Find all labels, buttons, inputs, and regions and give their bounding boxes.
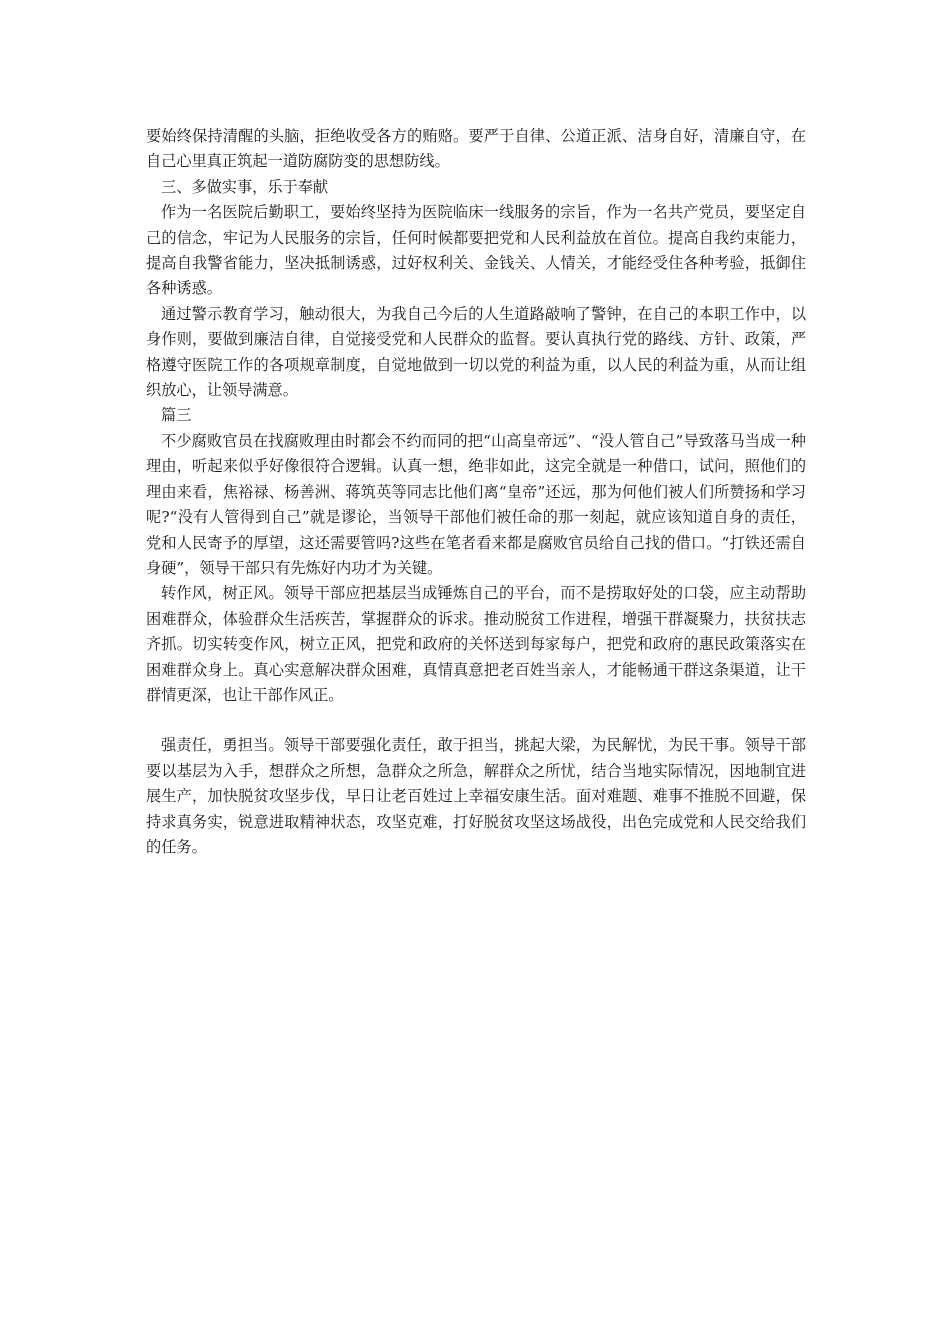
paragraph-4: 不少腐败官员在找腐败理由时都会不约而同的把“山高皇帝远”、“没人管自己”导致落马当成一种理由，听起来似乎好像很符合逻辑。认真一想，绝非如此，这完全就是一种借口，试问，照他们的理由来看，焦裕禄、杨善洲、蒋筑英等同志比他们离“皇帝”还远，那为何他们被人们所赞扬和学习呢?“没有人管得到自己”就是谬论，当领导干部他们被任命的那一刻起，就应该知道自身的责任，党和人民寄予的厚望，这还需要管吗?这些在笔者看来都是腐败官员给自己找的借口。“打铁还需自身硬”，领导干部只有先炼好内功才为关键。 xyxy=(146,431,806,577)
paragraph-5: 转作风，树正风。领导干部应把基层当成锤炼自己的平台，而不是捞取好处的口袋，应主动帮助困难群众，体验群众生活疾苦，掌握群众的诉求。推动脱贫工作进程，增强干群凝聚力，扶贫扶志齐抓。切实转变作风，树立正风，把党和政府的关怀送到每家每户，把党和政府的惠民政策落实在困难群众身上。真心实意解决群众困难，真情真意把老百姓当亲人，才能畅通干群这条渠道，让干群情更深，也让干部作风正。 xyxy=(146,584,806,704)
paragraph-2: 作为一名医院后勤职工，要始终坚持为医院临床一线服务的宗旨，作为一名共产党员，要坚定自己的信念，牢记为人民服务的宗旨，任何时候都要把党和人民利益放在首位。提高自我约束能力，提高自我警省能力，坚决抵制诱惑，过好权利关、金钱关、人情关，才能经受住各种考验，抵御住各种诱惑。 xyxy=(146,203,806,298)
part-heading: 篇三 xyxy=(161,406,192,425)
paragraph-spacer xyxy=(146,708,806,733)
paragraph-6: 强责任，勇担当。领导干部要强化责任，敢于担当，挑起大梁，为民解忧，为民干事。领导干部要以基层为入手，想群众之所想，急群众之所急，解群众之所忧，结合当地实际情况，因地制宜进展生产，加快脱贫攻坚步伐，早日让老百姓过上幸福安康生活。面对难题、难事不推脱不回避，保持求真务实，锐意进取精神状态，攻坚克难，打好脱贫攻坚这场战役，出色完成党和人民交给我们的任务。 xyxy=(146,736,806,856)
paragraph-3: 通过警示教育学习，触动很大，为我自己今后的人生道路敲响了警钟，在自己的本职工作中，以身作则，要做到廉洁自律，自觉接受党和人民群众的监督。要认真执行党的路线、方针、政策，严格遵守医院工作的各项规章制度，自觉地做到一切以党的利益为重，以人民的利益为重，从而让组织放心，让领导满意。 xyxy=(146,304,806,400)
document-body xyxy=(146,124,806,860)
section-heading-3: 三、多做实事，乐于奉献 xyxy=(161,177,329,196)
paragraph-1: 要始终保持清醒的头脑，拒绝收受各方的贿赂。要严于自律、公道正派、洁身自好，清廉自守，在自己心里真正筑起一道防腐防变的思想防线。 xyxy=(146,127,806,171)
